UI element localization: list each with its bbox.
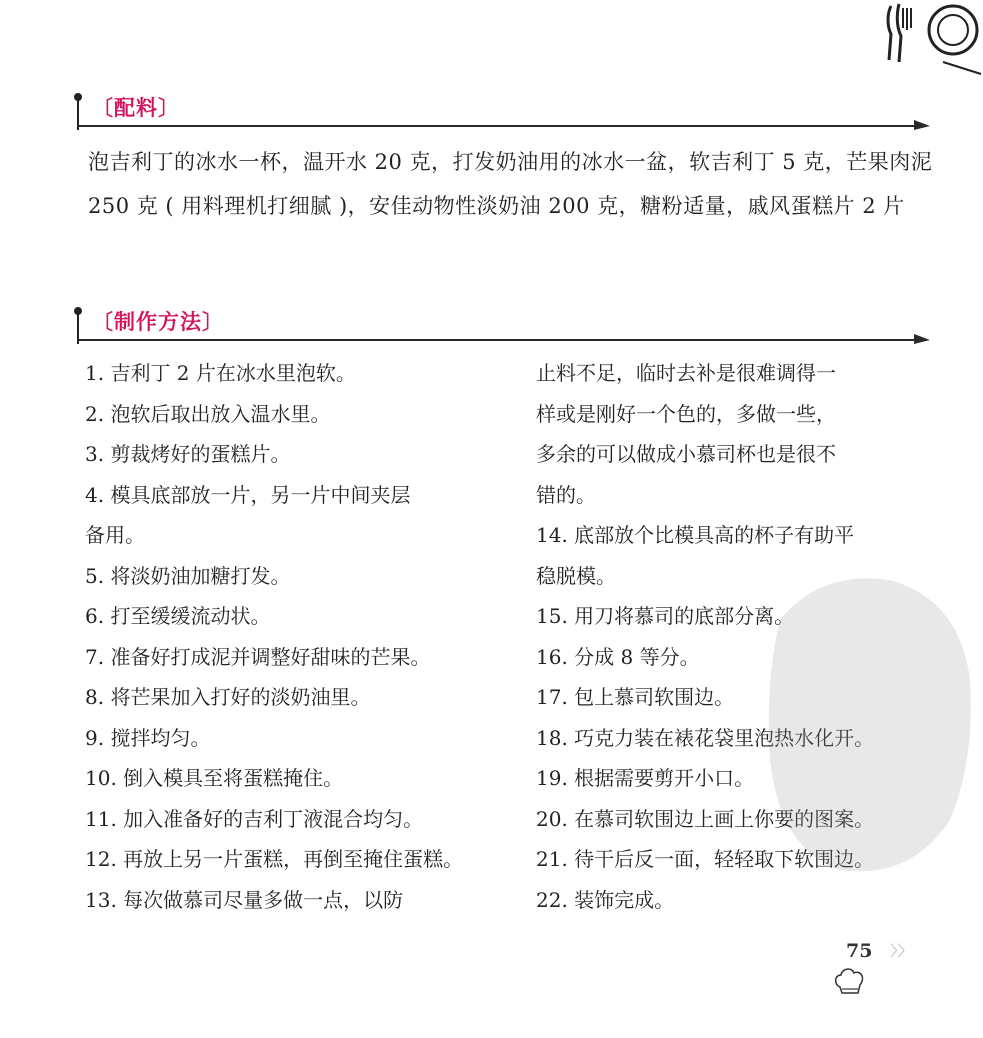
- method-left-column: [85, 353, 505, 920]
- step-line: 稳脱模。: [536, 563, 616, 588]
- step-line: 20. 在慕司软围边上画上你要的图案。: [536, 806, 875, 831]
- step-line: 样或是刚好一个色的，多做一些，: [536, 401, 836, 426]
- step-line: 9. 搅拌均匀。: [85, 725, 211, 750]
- step-line: 13. 每次做慕司尽量多做一点，以防: [85, 887, 404, 912]
- step-line: 22. 装饰完成。: [536, 887, 675, 912]
- arrow-rule: [78, 116, 930, 130]
- step-line: 3. 剪裁烤好的蛋糕片。: [85, 442, 291, 466]
- step-line: 10. 倒入模具至将蛋糕掩住。: [85, 766, 344, 790]
- ingredients-text: 泡吉利丁的冰水一杯，温开水 20 克，打发奶油用的冰水一盆，软吉利丁 5 克，芒果肉泥 250 克 ( 用料理机打细腻 )，安佳动物性淡奶油 200 克，糖粉适量，戚风蛋糕片 2 片: [88, 150, 933, 218]
- step-line: 4. 模具底部放一片，另一片中间夹层: [85, 482, 411, 507]
- step-line: 21. 待干后反一面，轻轻取下软围边。: [536, 847, 875, 871]
- step-line: 15. 用刀将慕司的底部分离。: [536, 604, 795, 628]
- step-line: 1. 吉利丁 2 片在冰水里泡软。: [85, 361, 356, 385]
- step-line: 16. 分成 8 等分。: [536, 644, 700, 669]
- method-title: 〔制作方法〕: [92, 310, 224, 334]
- step-line: 17. 包上慕司软围边。: [536, 685, 735, 709]
- step-line: 11. 加入准备好的吉利丁液混合均匀。: [85, 806, 424, 831]
- step-line: 14. 底部放个比模具高的杯子有助平: [536, 523, 855, 547]
- arrow-rule: [78, 330, 930, 344]
- step-line: 19. 根据需要剪开小口。: [536, 766, 755, 790]
- step-line: 18. 巧克力装在裱花袋里泡热水化开。: [536, 725, 875, 750]
- step-line: 8. 将芒果加入打好的淡奶油里。: [85, 685, 371, 709]
- step-line: 6. 打至缓缓流动状。: [85, 604, 271, 628]
- ingredients-header: [72, 92, 930, 132]
- step-line: 12. 再放上另一片蛋糕，再倒至掩住蛋糕。: [85, 847, 464, 871]
- page-number: 75: [846, 940, 873, 962]
- step-line: 备用。: [85, 523, 145, 547]
- step-line: 错的。: [536, 482, 596, 507]
- cutlery-plate-icon: [873, 0, 983, 80]
- step-line: 多余的可以做成小慕司杯也是很不: [536, 442, 836, 466]
- step-line: 止料不足，临时去补是很难调得一: [536, 361, 836, 385]
- step-line: 5. 将淡奶油加糖打发。: [85, 563, 291, 588]
- method-header: [72, 306, 930, 346]
- step-line: 7. 准备好打成泥并调整好甜味的芒果。: [85, 644, 431, 669]
- step-line: 2. 泡软后取出放入温水里。: [85, 401, 331, 426]
- next-arrows-icon: 〉〉: [890, 942, 913, 960]
- watermark-seal: [760, 560, 980, 890]
- chef-hat-icon: [832, 965, 866, 997]
- ingredients-title: 〔配料〕: [92, 96, 180, 120]
